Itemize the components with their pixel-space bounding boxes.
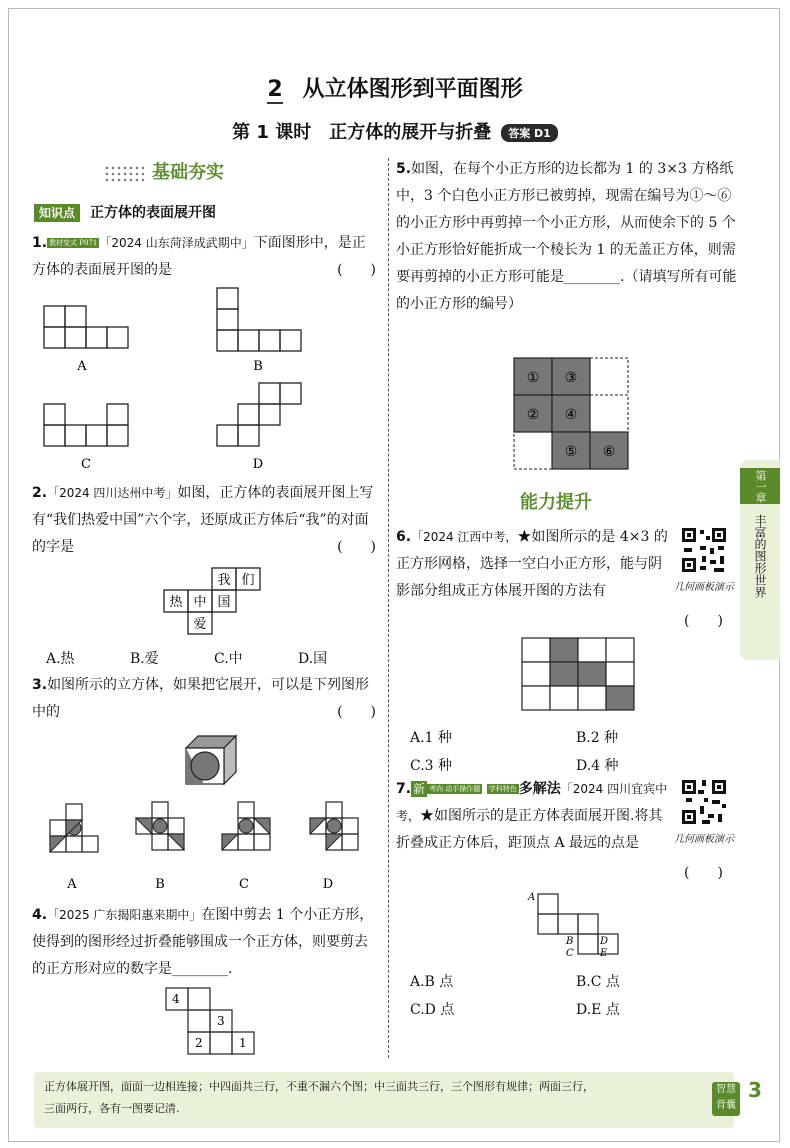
- q6-answer-paren[interactable]: ( ): [684, 613, 723, 629]
- q3-answer-paren[interactable]: ( ): [337, 704, 376, 720]
- q4-cell-1: 1: [239, 1036, 247, 1050]
- q2-option-c[interactable]: C.中: [214, 651, 243, 667]
- q6-option-d[interactable]: D.4 种: [576, 758, 619, 774]
- q7-qr-caption: 几何画板演示: [674, 834, 734, 845]
- q7-method-tag: 学科特色: [488, 785, 517, 793]
- q7-number: 7.: [396, 781, 412, 797]
- footer-tip: [34, 1072, 734, 1128]
- q1-label-d: D: [252, 457, 264, 472]
- q2-cell-ai: 爱: [193, 617, 207, 632]
- q1-text: 下面图形中，是正方体的表面展开图的是: [32, 235, 366, 278]
- wisdom-badge: 智慧背囊: [712, 1082, 740, 1116]
- q2-cell-men: 们: [241, 573, 255, 588]
- q4-number: 4.: [32, 907, 48, 923]
- q6-options: [410, 724, 740, 780]
- knowledge-point: [34, 202, 216, 222]
- q5-number: 5.: [396, 161, 412, 177]
- q2-cell-guo: 国: [217, 595, 231, 610]
- q2-number: 2.: [32, 485, 48, 501]
- q6-qr-caption: 几何画板演示: [674, 582, 734, 593]
- q1-label-b: B: [253, 359, 263, 374]
- q7-options: [410, 968, 740, 1024]
- q2-option-b[interactable]: B.爱: [130, 651, 159, 667]
- q2-source: 「2024 四川达州中考」: [47, 486, 178, 500]
- q7-option-d[interactable]: D.E 点: [576, 1002, 620, 1018]
- footer-line-1: 正方体展开图，面面一边相连接；中四面共三行，不重不漏六个图；中三面共三行，三个图形有规律；两面三行，: [44, 1080, 594, 1093]
- q1-figures: [30, 284, 380, 480]
- q3-label-b: B: [155, 877, 165, 892]
- q7-qr-code-icon[interactable]: [680, 778, 728, 826]
- q5-text: 如图，在每个小正方形的边长都为 1 的 3×3 方格纸中，3 个白色小正方形已被剪掉，现需在编号为①～⑥的小正方形中再剪掉一个小正方形，从而使余下的 5 个小正方形恰好能折成一个棱长为 1 的无盖正方体，则需要再剪掉的小正方形可能是________.（请填写所有可能的小正方形的编号）: [396, 161, 737, 312]
- q3-label-d: D: [322, 877, 334, 892]
- q7-text: 如图所示的是正方体表面展开图.将其折叠成正方体后，距顶点 A 最远的点是: [396, 808, 663, 851]
- section-advanced: [520, 488, 592, 514]
- question-1: [32, 230, 376, 284]
- q2-options: [46, 648, 386, 668]
- dots-decoration-icon: [104, 165, 144, 183]
- q5-cell-3: ③: [564, 370, 578, 386]
- chapter-title: [0, 72, 790, 103]
- q4-cell-2: 2: [195, 1036, 203, 1050]
- q7-new-tag: 新: [413, 782, 426, 796]
- question-5: [396, 156, 738, 318]
- chapter-number: 2: [267, 77, 283, 102]
- q2-option-d[interactable]: D.国: [298, 651, 328, 667]
- q3-label-c: C: [239, 877, 249, 892]
- q7-answer-paren[interactable]: ( ): [684, 865, 723, 881]
- star-icon: ★: [517, 529, 532, 545]
- q1-answer-paren[interactable]: ( ): [337, 262, 376, 278]
- section-advanced-title: 能力提升: [520, 492, 592, 513]
- q7-option-a[interactable]: A.B 点: [410, 974, 454, 990]
- footer-line-2: 三面两行，各有一图要记清.: [44, 1102, 180, 1115]
- q1-number: 1.: [32, 235, 48, 251]
- q2-cell-zhong: 中: [193, 595, 207, 610]
- q5-grid: [512, 356, 632, 472]
- chapter-side-tab[interactable]: [740, 460, 780, 660]
- q4-source: 「2025 广东揭阳惠来期中」: [47, 908, 202, 922]
- q2-cell-wo: 我: [217, 573, 231, 588]
- q7-method: 多解法: [518, 781, 561, 797]
- question-4: [32, 902, 376, 983]
- q7-point-a: A: [528, 892, 536, 903]
- page-number: 3: [748, 1078, 762, 1102]
- q2-net: [160, 566, 270, 638]
- q7-source: 「2024 四川宜宾中考，: [396, 782, 668, 823]
- q3-label-a: A: [67, 877, 77, 892]
- star-icon: ★: [420, 808, 435, 824]
- q3-text: 如图所示的立方体，如果把它展开，可以是下列图形中的: [32, 677, 370, 720]
- q7-point-e: E: [600, 948, 608, 959]
- q2-text: 如图，正方体的表面展开图上写有“我们热爱中国”六个字，还原成正方体后“我”的对面的字是: [32, 485, 374, 555]
- lesson-title-text: 第 1 课时 正方体的展开与折叠: [232, 122, 492, 143]
- section-basic-title: 基础夯实: [152, 162, 224, 183]
- q5-cell-5: ⑤: [564, 444, 578, 460]
- q4-figure: [164, 986, 264, 1058]
- q2-answer-paren[interactable]: ( ): [337, 539, 376, 555]
- q6-option-b[interactable]: B.2 种: [576, 730, 619, 746]
- section-basic: [104, 158, 224, 184]
- q6-option-c[interactable]: C.3 种: [410, 758, 453, 774]
- question-2: [32, 480, 376, 561]
- q6-option-a[interactable]: A.1 种: [410, 730, 452, 746]
- q5-cell-2: ②: [526, 407, 540, 423]
- knowledge-point-tag: 知识点: [34, 204, 80, 222]
- lesson-title: [0, 118, 790, 144]
- column-divider: [388, 158, 389, 1058]
- q2-cell-re: 热: [169, 595, 183, 610]
- q3-number: 3.: [32, 677, 48, 693]
- q3-figures: [30, 796, 380, 896]
- q6-text: 如图所示的是 4×3 的正方形网格，选择一空白小正方形，能与阴影部分组成正方体展开图的方法有: [396, 529, 668, 599]
- answer-tag[interactable]: 答案 D1: [501, 124, 558, 142]
- q7-net: [522, 888, 622, 962]
- q7-point-c: C: [566, 948, 574, 959]
- q3-cube: [184, 732, 244, 786]
- q5-cell-4: ④: [564, 407, 578, 423]
- side-tab-title: 丰富的图形世界: [753, 514, 767, 598]
- q1-label-c: C: [81, 457, 91, 472]
- q1-mini-tag: 教材变式 P071: [49, 239, 98, 247]
- q5-cell-6: ⑥: [602, 444, 616, 460]
- q6-grid: [520, 636, 636, 712]
- q7-point-b: B: [566, 936, 574, 947]
- question-3: [32, 672, 376, 726]
- q6-qr-code-icon[interactable]: [680, 526, 728, 574]
- chapter-title-text: 从立体图形到平面图形: [302, 77, 523, 102]
- q4-cell-3: 3: [217, 1014, 225, 1028]
- q7-option-b[interactable]: B.C 点: [576, 974, 620, 990]
- q1-source: 「2024 山东菏泽成武期中」: [99, 236, 254, 250]
- q7-new-sub-tag: 考向 动手操作题: [429, 785, 481, 793]
- q4-text: 在图中剪去 1 个小正方形，使得到的图形经过折叠能够围成一个正方体，则要剪去的正方形对应的数字是________.: [32, 907, 374, 977]
- q4-cell-4: 4: [172, 992, 180, 1006]
- q7-point-d: D: [600, 936, 609, 947]
- q1-label-a: A: [77, 359, 87, 374]
- q5-cell-1: ①: [526, 370, 540, 386]
- q6-source: 「2024 江西中考，: [411, 530, 518, 544]
- q7-option-c[interactable]: C.D 点: [410, 1002, 455, 1018]
- side-tab-chapter: 第一章: [740, 468, 780, 504]
- question-6: [396, 524, 672, 605]
- q2-option-a[interactable]: A.热: [46, 651, 75, 667]
- knowledge-point-title: 正方体的表面展开图: [90, 205, 217, 221]
- q6-number: 6.: [396, 529, 412, 545]
- question-7: [396, 776, 672, 857]
